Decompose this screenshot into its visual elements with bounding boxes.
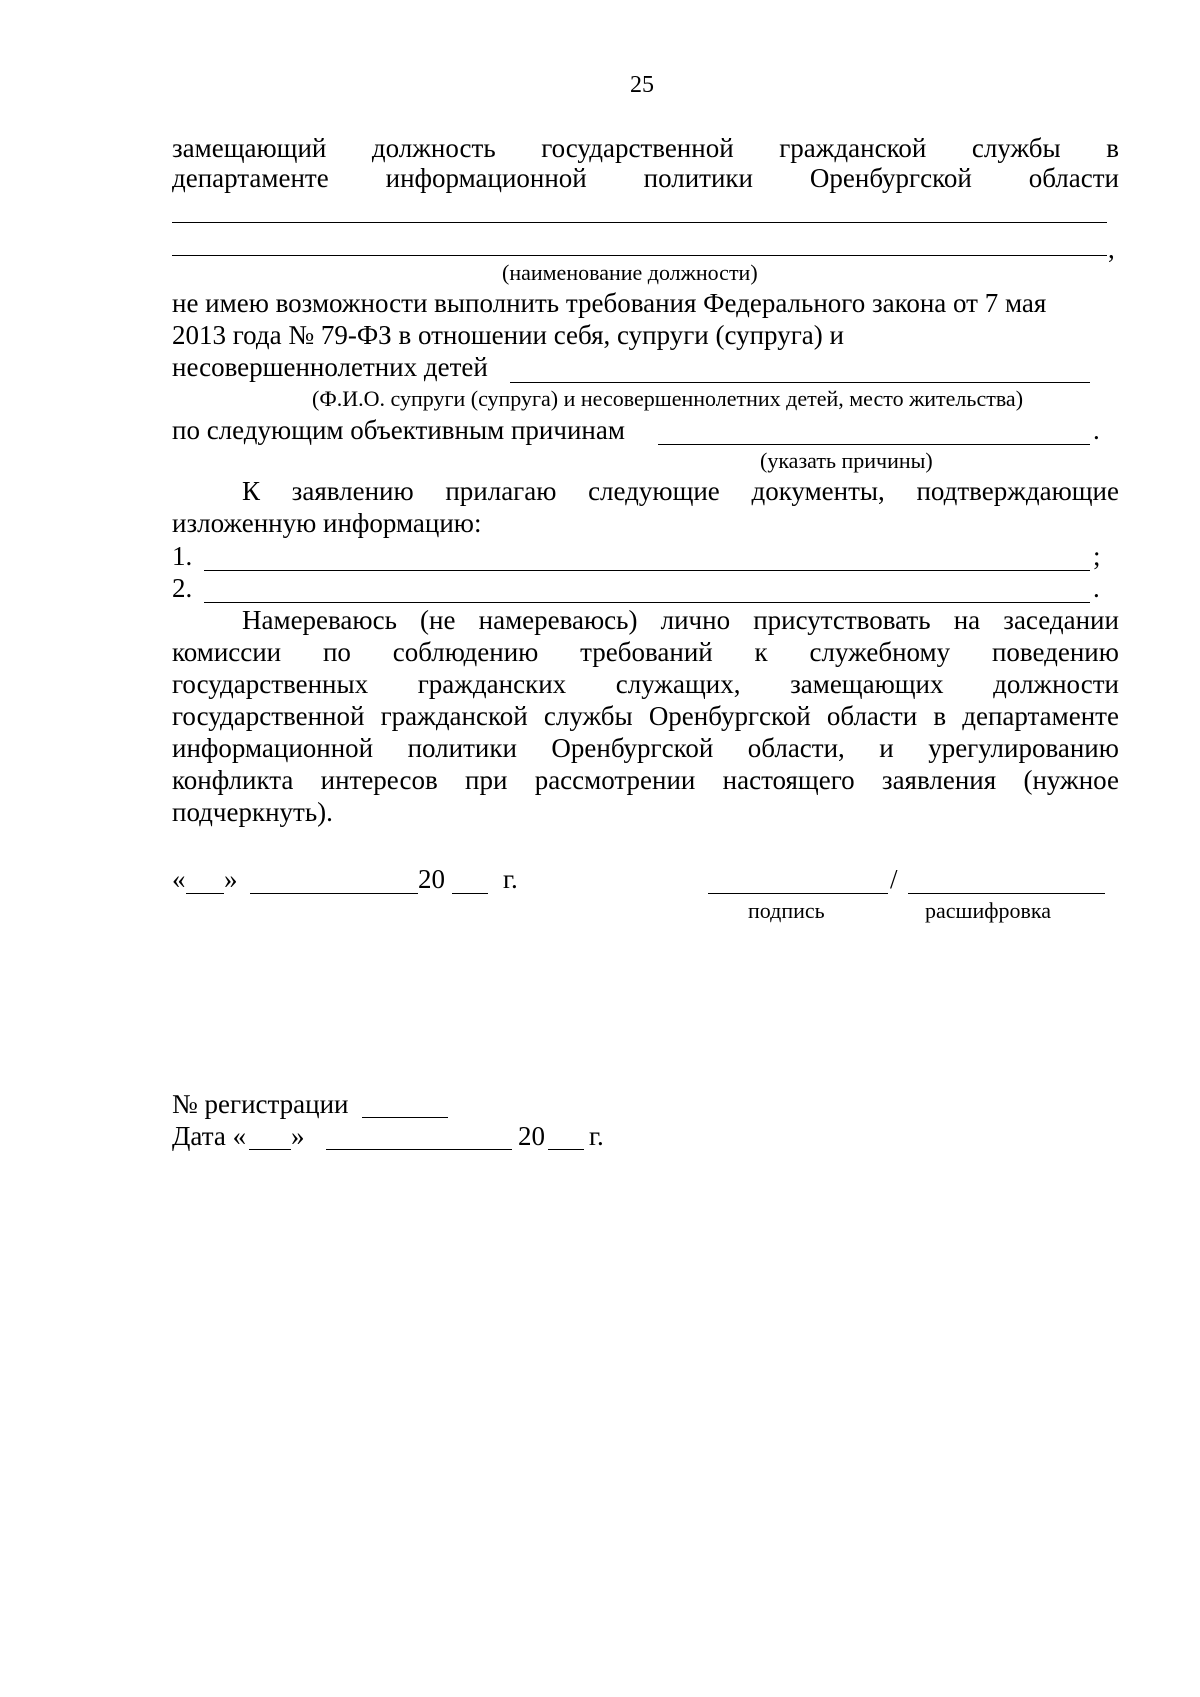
date-year-prefix: 20 [418,864,445,894]
word: лично [660,605,731,635]
date-day-blank[interactable] [186,893,224,894]
intent-line-2 [172,637,1119,668]
date-year-blank[interactable] [452,893,488,894]
attachment-item-1-num: 1. [172,541,193,571]
attachment-item-1-blank[interactable] [204,570,1090,571]
word: гражданской [380,701,528,731]
decoding-caption: расшифровка [925,898,1052,923]
word: поведению [991,637,1119,667]
word: политики [407,733,517,763]
intent-line-6 [172,765,1119,796]
word: при [465,765,508,795]
attachments-line-1 [242,476,1119,507]
family-blank[interactable] [510,382,1090,383]
word: службы [971,133,1061,163]
word: намереваюсь) [478,605,638,635]
attachment-item-1-end: ; [1093,541,1101,571]
decoding-blank[interactable] [908,893,1105,894]
reasons-label: по следующим объективным причинам [172,415,625,445]
word: в [933,701,947,731]
word: соблюдению [392,637,539,667]
word: по [322,637,351,667]
intent-line-4 [172,701,1119,732]
signature-separator: / [890,864,898,894]
statement-line-1: не имею возможности выполнить требования Федерального закона от 7 мая [172,288,1047,318]
word: (не [420,605,456,635]
word: заседании [1003,605,1119,635]
position-caption: (наименование должности) [502,260,758,285]
registration-year-suffix: г. [589,1121,604,1151]
registration-day-blank[interactable] [249,1149,291,1150]
registration-year-prefix: 20 [518,1121,545,1151]
word: заявления [881,765,997,795]
word: Оренбургской [648,701,811,731]
signature-caption: подпись [748,898,825,923]
word: Намереваюсь [242,605,397,635]
attachment-item-2-num: 2. [172,573,193,603]
reasons-end: . [1093,415,1100,445]
word: в [1106,133,1119,163]
word: урегулированию [928,733,1119,763]
word: замещающих [790,669,944,699]
position-blank-1[interactable] [172,222,1107,223]
word: подтверждающие [916,476,1119,506]
word: (нужное [1023,765,1119,795]
registration-month-blank[interactable] [326,1149,512,1150]
word: Оренбургской [551,733,714,763]
word: государственной [172,701,365,731]
registration-number-blank[interactable] [362,1117,448,1118]
registration-number-label: № регистрации [172,1089,349,1119]
attachment-item-2-end: . [1093,573,1100,603]
word: департаменте [962,701,1119,731]
registration-quote-close: » [291,1121,305,1151]
word: следующие [588,476,720,506]
word: области, [747,733,845,763]
word: службы [543,701,633,731]
intent-last-line: подчеркнуть). [172,797,333,827]
word: интересов [320,765,438,795]
word: информационной [172,733,374,763]
page-number: 25 [630,72,654,98]
word: документы, [751,476,885,506]
intro-line-1 [172,133,1119,164]
word: государственной [541,133,734,163]
word: должность [371,133,496,163]
word: гражданской [779,133,927,163]
attachment-item-2-blank[interactable] [204,602,1090,603]
date-month-blank[interactable] [250,893,418,894]
attachments-line-2: изложенную информацию: [172,508,482,538]
word: гражданских [417,669,567,699]
word: присутствовать [753,605,931,635]
word: информационной [385,163,587,193]
word: Оренбургской [809,163,972,193]
statement-line-3: несовершеннолетних детей [172,352,488,382]
word: прилагаю [445,476,557,506]
word: к [754,637,768,667]
word: области [1028,163,1119,193]
reasons-blank[interactable] [658,444,1090,445]
word: настоящего [722,765,855,795]
word: политики [643,163,753,193]
intent-line-5 [172,733,1119,764]
word: департаменте [172,163,329,193]
word: и [879,733,894,763]
word: К [242,476,261,506]
date-quote-close: » [224,864,238,894]
position-blank-2[interactable] [172,255,1107,256]
family-caption: (Ф.И.О. супруги (супруга) и несовершеннолетних детей, место жительства) [312,386,1024,411]
intro-line-2 [172,163,1119,194]
word: на [953,605,981,635]
word: служащих, [615,669,741,699]
word: должности [993,669,1119,699]
statement-line-2: 2013 года № 79-ФЗ в отношении себя, супруги (супруга) и [172,320,844,350]
intent-line-1 [242,605,1119,636]
date-year-suffix: г. [503,864,518,894]
registration-year-blank[interactable] [548,1149,584,1150]
word: государственных [172,669,369,699]
signature-blank[interactable] [708,893,888,894]
word: рассмотрении [534,765,696,795]
date-quote-open: « [172,864,186,894]
word: замещающий [172,133,327,163]
word: комиссии [172,637,282,667]
word: области [826,701,918,731]
intent-line-3 [172,669,1119,700]
reasons-caption: (указать причины) [760,448,933,473]
word: конфликта [172,765,294,795]
registration-date-label: Дата « [172,1121,247,1151]
word: требований [580,637,713,667]
word: заявлению [291,476,414,506]
word: служебному [809,637,951,667]
trailing-comma: , [1108,234,1115,264]
